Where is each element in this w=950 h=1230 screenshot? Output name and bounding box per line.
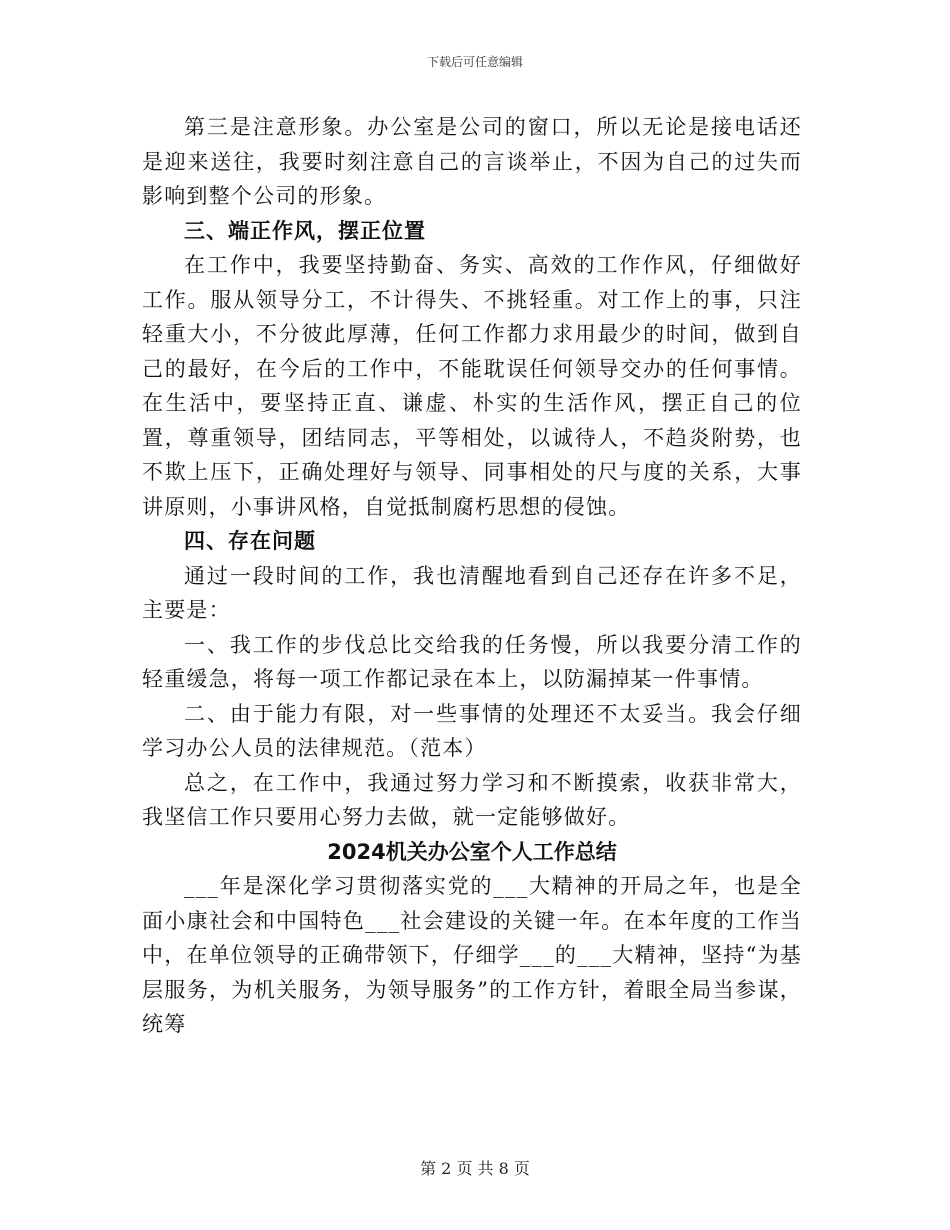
heading-section-3: 三、端正作风，摆正位置 [184,218,426,243]
paragraph-conclusion: 总之，在工作中，我通过努力学习和不断摸索，收获非常大，我坚信工作只要用心努力去做，就一定能够做好。 [142,770,802,829]
paragraph-work-style: 在工作中，我要坚持勤奋、务实、高效的工作作风，仔细做好工作。服从领导分工，不计得失、不挑轻重。对工作上的事，只注轻重大小，不分彼此厚薄，任何工作都力求用最少的时间，做到自己的最好，在今后的工作中，不能耽误任何领导交办的任何事情。在生活中，要坚持正直、谦虚、朴实的生活作风，摆正自己的位置，尊重领导，团结同志，平等相处，以诚待人，不趋炎附势，也不欺上压下，正确处理好与领导、同事相处的尺与度的关系，大事讲原则，小事讲风格，自觉抵制腐朽思想的侵蚀。 [142,253,802,519]
heading-section-4: 四、存在问题 [184,529,316,553]
section-title: 2024机关办公室个人工作总结 [327,839,617,864]
page-number: 第 2 页 共 8 页 [420,1159,530,1178]
paragraph-image: 第三是注意形象。办公室是公司的窗口，所以无论是接电话还是迎来送往，我要时刻注意自己的言谈举止，不因为自己的过失而影响到整个公司的形象。 [142,115,802,208]
paragraph-problem-2: 二、由于能力有限，对一些事情的处理还不太妥当。我会仔细学习办公人员的法律规范。（范本） [142,701,802,760]
paragraph-problem-1: 一、我工作的步伐总比交给我的任务慢，所以我要分清工作的轻重缓急，将每一项工作都记录在本上，以防漏掉某一件事情。 [142,632,802,691]
document-body [142,110,802,1042]
paragraph-problems-intro: 通过一段时间的工作，我也清醒地看到自己还存在许多不足，主要是： [142,563,802,622]
paragraph-new-summary: ___年是深化学习贯彻落实党的___大精神的开局之年，也是全面小康社会和中国特色___社会建设的关键一年。在本年度的工作当中，在单位领导的正确带领下，仔细学___的___大精神，坚持“为基层服务，为机关服务，为领导服务”的工作方针，着眼全局当参谋，统筹 [142,874,802,1036]
header-note: 下载后可任意编辑 [426,55,523,69]
